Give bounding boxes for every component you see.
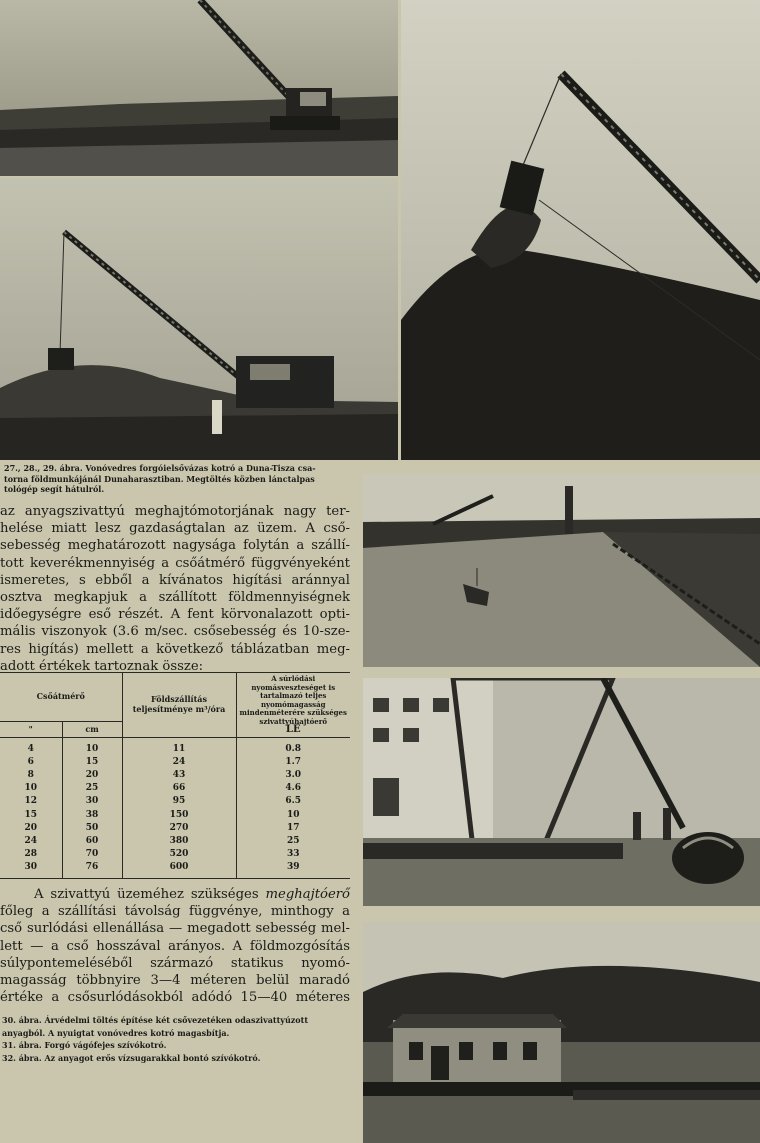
cell-output: 66 (122, 782, 236, 795)
table-row (0, 822, 350, 835)
header-power-unit: LE (285, 724, 301, 735)
cell-power: 17 (236, 822, 350, 835)
photo-canal-pipeline (363, 474, 760, 667)
text-line: súlypontemeléséből származó statikus nyomó- (0, 955, 350, 971)
cell-output: 43 (122, 769, 236, 782)
cell-inch: 20 (24, 822, 38, 833)
text-line: cső surlódási ellenállása — megadott sebesség mel- (0, 921, 350, 937)
cell-inch: 10 (24, 783, 38, 794)
cell-cm: 70 (62, 848, 122, 861)
photo-suction-dredger-image (363, 922, 760, 1143)
cell-cm: 50 (62, 822, 122, 835)
photo-spoil-heap-dragline-image (401, 0, 760, 460)
cell-output: 11 (122, 737, 236, 756)
photo-cutter-dredger (363, 678, 760, 906)
table-row (0, 769, 350, 782)
figure-captions-30-32 (2, 1014, 352, 1064)
header-power-text: A súrlódási nyomásveszteséget is tartalmazó teljes nyomómagasság mindenméterére szükséges szivattyúhajtóerő (239, 674, 347, 726)
table-row (0, 782, 350, 795)
cell-inch: 28 (24, 849, 38, 860)
header-power (236, 673, 350, 738)
cell-power: 39 (236, 861, 350, 878)
photo-canal-pipeline-image (363, 474, 760, 667)
caption-line: 30. ábra. Árvédelmi töltés építése két csővezetéken odaszivattyúzott (2, 1015, 309, 1025)
cell-cm: 30 (62, 795, 122, 808)
cell-inch: 4 (27, 743, 34, 754)
pipe-diameter-table (0, 672, 350, 879)
text-line: az anyagszivattyú meghajtómotorjának nagy ter- (0, 504, 350, 519)
caption-line: 27., 28., 29. ábra. Vonóvedres forgóielsővázas kotró a Duna-Tisza csa- (4, 463, 316, 473)
text-line (0, 886, 350, 903)
table-row (0, 848, 350, 861)
body-paragraph-1 (0, 503, 350, 675)
cell-output: 270 (122, 822, 236, 835)
cell-power: 3.0 (236, 769, 350, 782)
text-line: ismeretes, s ebből a kívánatos higítási aránnyal (0, 572, 350, 588)
caption-line: 31. ábra. Forgó vágófejes szívókotró. (2, 1040, 167, 1050)
cell-power: 10 (236, 809, 350, 822)
figure-caption-27-29 (4, 463, 360, 495)
caption-line: anyagból. A nyuigtat vonóvedres kotró magasbítja. (2, 1027, 230, 1038)
cell-output: 380 (122, 835, 236, 848)
photo-excavator-embankment (0, 0, 398, 176)
table-row (0, 835, 350, 848)
cell-cm: 38 (62, 809, 122, 822)
text-line: értéke a csősurlódásokból adódó 15—40 méteres (0, 990, 350, 1006)
cell-inch: 8 (27, 769, 34, 780)
photo-cutter-dredger-image (363, 678, 760, 906)
cell-output: 24 (122, 756, 236, 769)
text-span: A szivattyú üzeméhez szükséges (34, 887, 266, 902)
text-line: osztva megkapjuk a szállított földmennyiségnek (0, 590, 350, 606)
body-paragraph-2 (0, 886, 350, 1006)
cell-output: 150 (122, 809, 236, 822)
photo-suction-dredger (363, 922, 760, 1143)
caption-line: 32. ábra. Az anyagot erős vízsugarakkal bontó szívókotró. (2, 1052, 261, 1063)
cell-cm: 15 (62, 756, 122, 769)
text-line: magasság többnyire 3—4 méteren belül maradó (0, 973, 350, 989)
caption-line: torna földmunkájánál Dunaharasztiban. Megtöltés közben lánctalpas (4, 473, 315, 484)
text-line: főleg a szállítási távolság függvénye, minthogy a (0, 904, 350, 920)
table-row (0, 795, 350, 808)
cell-inch: 6 (27, 756, 34, 767)
table-row (0, 861, 350, 878)
cell-power: 4.6 (236, 782, 350, 795)
cell-power: 1.7 (236, 756, 350, 769)
cell-cm: 10 (62, 737, 122, 756)
cell-power: 33 (236, 848, 350, 861)
cell-power: 6.5 (236, 795, 350, 808)
cell-cm: 60 (62, 835, 122, 848)
cell-output: 95 (122, 795, 236, 808)
header-inch: " (0, 722, 62, 738)
emphasis-text: meghajtóerő (265, 887, 350, 902)
header-output: Földszállítás teljesítménye m³/óra (122, 673, 236, 738)
photo-excavator-embankment-image (0, 0, 398, 176)
cell-output: 600 (122, 861, 236, 878)
text-line: tott keverékmennyiség a csőátmérő függvényeként (0, 555, 350, 571)
cell-output: 520 (122, 848, 236, 861)
text-line: res higítás) mellett a következő táblázatban meg- (0, 641, 350, 657)
text-line: sebesség meghatározott nagysága folytán a szállí- (0, 538, 350, 554)
header-diameter: Csőátmérő (0, 673, 122, 722)
cell-cm: 20 (62, 769, 122, 782)
text-line: mális viszonyok (3.6 m/sec. csősebesség és 10-sze- (0, 624, 350, 640)
header-cm: cm (62, 722, 122, 738)
photo-dragline-bucket (0, 178, 398, 460)
cell-inch: 15 (24, 809, 38, 820)
table-row (0, 809, 350, 822)
cell-inch: 24 (24, 835, 38, 846)
caption-line: tológép segít hátulról. (4, 484, 105, 494)
text-line: időegységre eső részét. A fent körvonalazott opti- (0, 607, 350, 623)
cell-inch: 12 (24, 796, 38, 807)
photo-dragline-bucket-image (0, 178, 398, 460)
text-line: lett — a cső hosszával arányos. A földmozgósítás (0, 938, 350, 954)
cell-power: 25 (236, 835, 350, 848)
cell-inch: 30 (24, 862, 38, 873)
table-row (0, 756, 350, 769)
text-line: adott értékek tartoznak össze: (0, 658, 204, 674)
photo-spoil-heap-dragline (401, 0, 760, 460)
table-row (0, 737, 350, 756)
cell-cm: 76 (62, 861, 122, 878)
cell-power: 0.8 (236, 737, 350, 756)
text-line: helése miatt lesz gazdaságtalan az üzem. A cső- (0, 521, 350, 537)
cell-cm: 25 (62, 782, 122, 795)
